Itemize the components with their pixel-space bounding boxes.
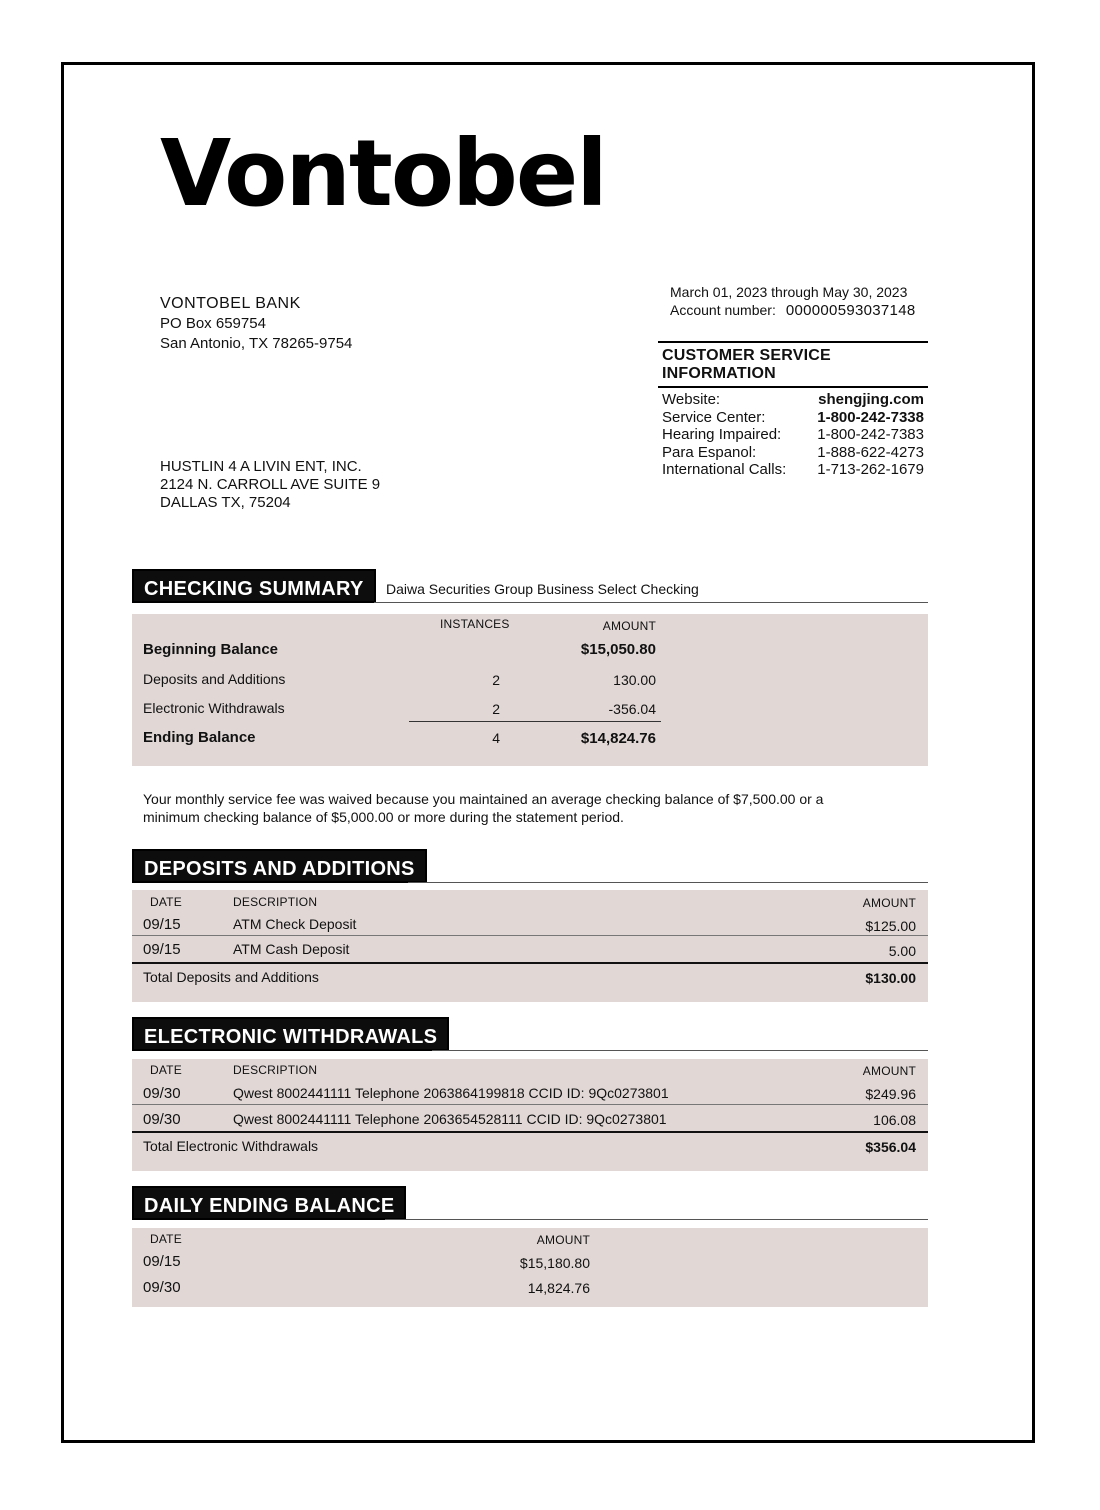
deposit-description: ATM Check Deposit bbox=[233, 916, 357, 932]
cs-website-link[interactable]: shengjing.com bbox=[818, 391, 924, 408]
col-header-instances: INSTANCES bbox=[440, 617, 510, 631]
customer-address bbox=[160, 458, 380, 512]
daily-balance-heading: DAILY ENDING BALANCE bbox=[132, 1186, 406, 1220]
cs-value: 1-800-242-7383 bbox=[817, 426, 924, 443]
daily-balance-amount: 14,824.76 bbox=[527, 1280, 590, 1296]
col-header-amount: AMOUNT bbox=[602, 619, 656, 633]
cs-label: Hearing Impaired: bbox=[662, 426, 782, 443]
cs-label: Website: bbox=[662, 391, 721, 408]
summary-label: Beginning Balance bbox=[143, 641, 279, 658]
daily-balance-amount: $15,180.80 bbox=[519, 1255, 590, 1271]
checking-summary-heading: CHECKING SUMMARY bbox=[132, 569, 376, 603]
withdrawal-description: Qwest 8002441111 Telephone 2063864199818 CCID ID: 9Qc0273801 bbox=[233, 1085, 669, 1101]
withdrawal-date: 09/30 bbox=[143, 1085, 181, 1102]
withdrawals-total-amount: $356.04 bbox=[865, 1139, 916, 1155]
cs-row-service-center bbox=[658, 409, 928, 427]
section-rule bbox=[408, 882, 928, 883]
summary-label: Deposits and Additions bbox=[143, 671, 286, 687]
section-rule bbox=[374, 602, 928, 603]
bank-address-line1: PO Box 659754 bbox=[160, 315, 266, 332]
withdrawals-heading: ELECTRONIC WITHDRAWALS bbox=[132, 1017, 449, 1051]
deposit-amount: $125.00 bbox=[865, 918, 916, 934]
col-header-amount: AMOUNT bbox=[862, 896, 916, 910]
daily-balance-date: 09/30 bbox=[143, 1279, 181, 1296]
daily-balance-date: 09/15 bbox=[143, 1253, 181, 1270]
checking-product-name: Daiwa Securities Group Business Select Checking bbox=[386, 581, 699, 597]
withdrawal-amount: 106.08 bbox=[873, 1112, 916, 1128]
cs-row-hearing-impaired bbox=[658, 426, 928, 444]
summary-amount: 130.00 bbox=[613, 672, 656, 688]
account-number: 000000593037148 bbox=[785, 302, 916, 319]
deposits-total-amount: $130.00 bbox=[865, 970, 916, 986]
summary-amount: $14,824.76 bbox=[580, 730, 656, 747]
summary-amount: -356.04 bbox=[608, 701, 656, 717]
cs-value: 1-713-262-1679 bbox=[817, 461, 924, 478]
bank-address bbox=[160, 294, 352, 354]
cs-row-para-espanol bbox=[658, 444, 928, 462]
row-divider bbox=[132, 1104, 928, 1105]
col-header-amount: AMOUNT bbox=[862, 1064, 916, 1078]
withdrawal-description: Qwest 8002441111 Telephone 2063654528111 CCID ID: 9Qc0273801 bbox=[233, 1111, 667, 1127]
col-header-date: DATE bbox=[150, 1063, 182, 1077]
col-header-description: DESCRIPTION bbox=[233, 895, 318, 909]
customer-address-line1: 2124 N. CARROLL AVE SUITE 9 bbox=[160, 476, 381, 493]
deposit-description: ATM Cash Deposit bbox=[233, 941, 350, 957]
summary-instances: 2 bbox=[492, 672, 500, 688]
withdrawal-date: 09/30 bbox=[143, 1111, 181, 1128]
col-header-date: DATE bbox=[150, 1232, 182, 1246]
row-divider bbox=[132, 935, 928, 936]
summary-instances: 4 bbox=[492, 730, 500, 746]
col-header-description: DESCRIPTION bbox=[233, 1063, 318, 1077]
customer-address-line2: DALLAS TX, 75204 bbox=[160, 494, 291, 511]
cs-row-international bbox=[658, 461, 928, 479]
bank-logo: Vontobel bbox=[160, 120, 606, 227]
cs-label: Para Espanol: bbox=[662, 443, 757, 461]
statement-period: March 01, 2023 through May 30, 2023 bbox=[670, 284, 908, 300]
customer-service-box bbox=[658, 341, 928, 479]
deposit-date: 09/15 bbox=[143, 916, 181, 933]
customer-service-title: CUSTOMER SERVICE INFORMATION bbox=[658, 341, 928, 388]
bank-address-line2: San Antonio, TX 78265-9754 bbox=[160, 335, 353, 352]
fee-waived-note: Your monthly service fee was waived because you maintained an average checking balance of $7,500.00 or a minimum checking balance of $5,000.00 or more during the statement period. bbox=[143, 791, 824, 825]
summary-instances: 2 bbox=[492, 701, 500, 717]
deposit-date: 09/15 bbox=[143, 941, 181, 958]
total-divider bbox=[132, 1131, 928, 1133]
account-number-label: Account number: bbox=[670, 302, 776, 318]
cs-label: Service Center: bbox=[662, 408, 766, 426]
summary-label: Ending Balance bbox=[143, 729, 256, 746]
cs-value: 1-888-622-4273 bbox=[817, 443, 924, 461]
section-rule bbox=[432, 1050, 928, 1051]
withdrawal-amount: $249.96 bbox=[865, 1086, 916, 1102]
deposits-heading: DEPOSITS AND ADDITIONS bbox=[132, 849, 427, 883]
cs-value: 1-800-242-7338 bbox=[817, 408, 924, 426]
col-header-date: DATE bbox=[150, 895, 182, 909]
withdrawals-total-label: Total Electronic Withdrawals bbox=[143, 1138, 319, 1154]
bank-name: VONTOBEL BANK bbox=[160, 295, 301, 312]
cs-row-website bbox=[658, 391, 928, 409]
col-header-amount: AMOUNT bbox=[536, 1233, 590, 1247]
section-rule bbox=[385, 1219, 928, 1220]
summary-label: Electronic Withdrawals bbox=[143, 700, 285, 716]
summary-divider bbox=[409, 721, 661, 722]
statement-period-block bbox=[670, 283, 915, 320]
cs-label: International Calls: bbox=[662, 461, 787, 478]
deposit-amount: 5.00 bbox=[888, 943, 916, 959]
summary-amount: $15,050.80 bbox=[580, 641, 656, 658]
deposits-total-label: Total Deposits and Additions bbox=[143, 969, 319, 985]
total-divider bbox=[132, 962, 928, 964]
customer-name: HUSTLIN 4 A LIVIN ENT, INC. bbox=[160, 458, 362, 475]
